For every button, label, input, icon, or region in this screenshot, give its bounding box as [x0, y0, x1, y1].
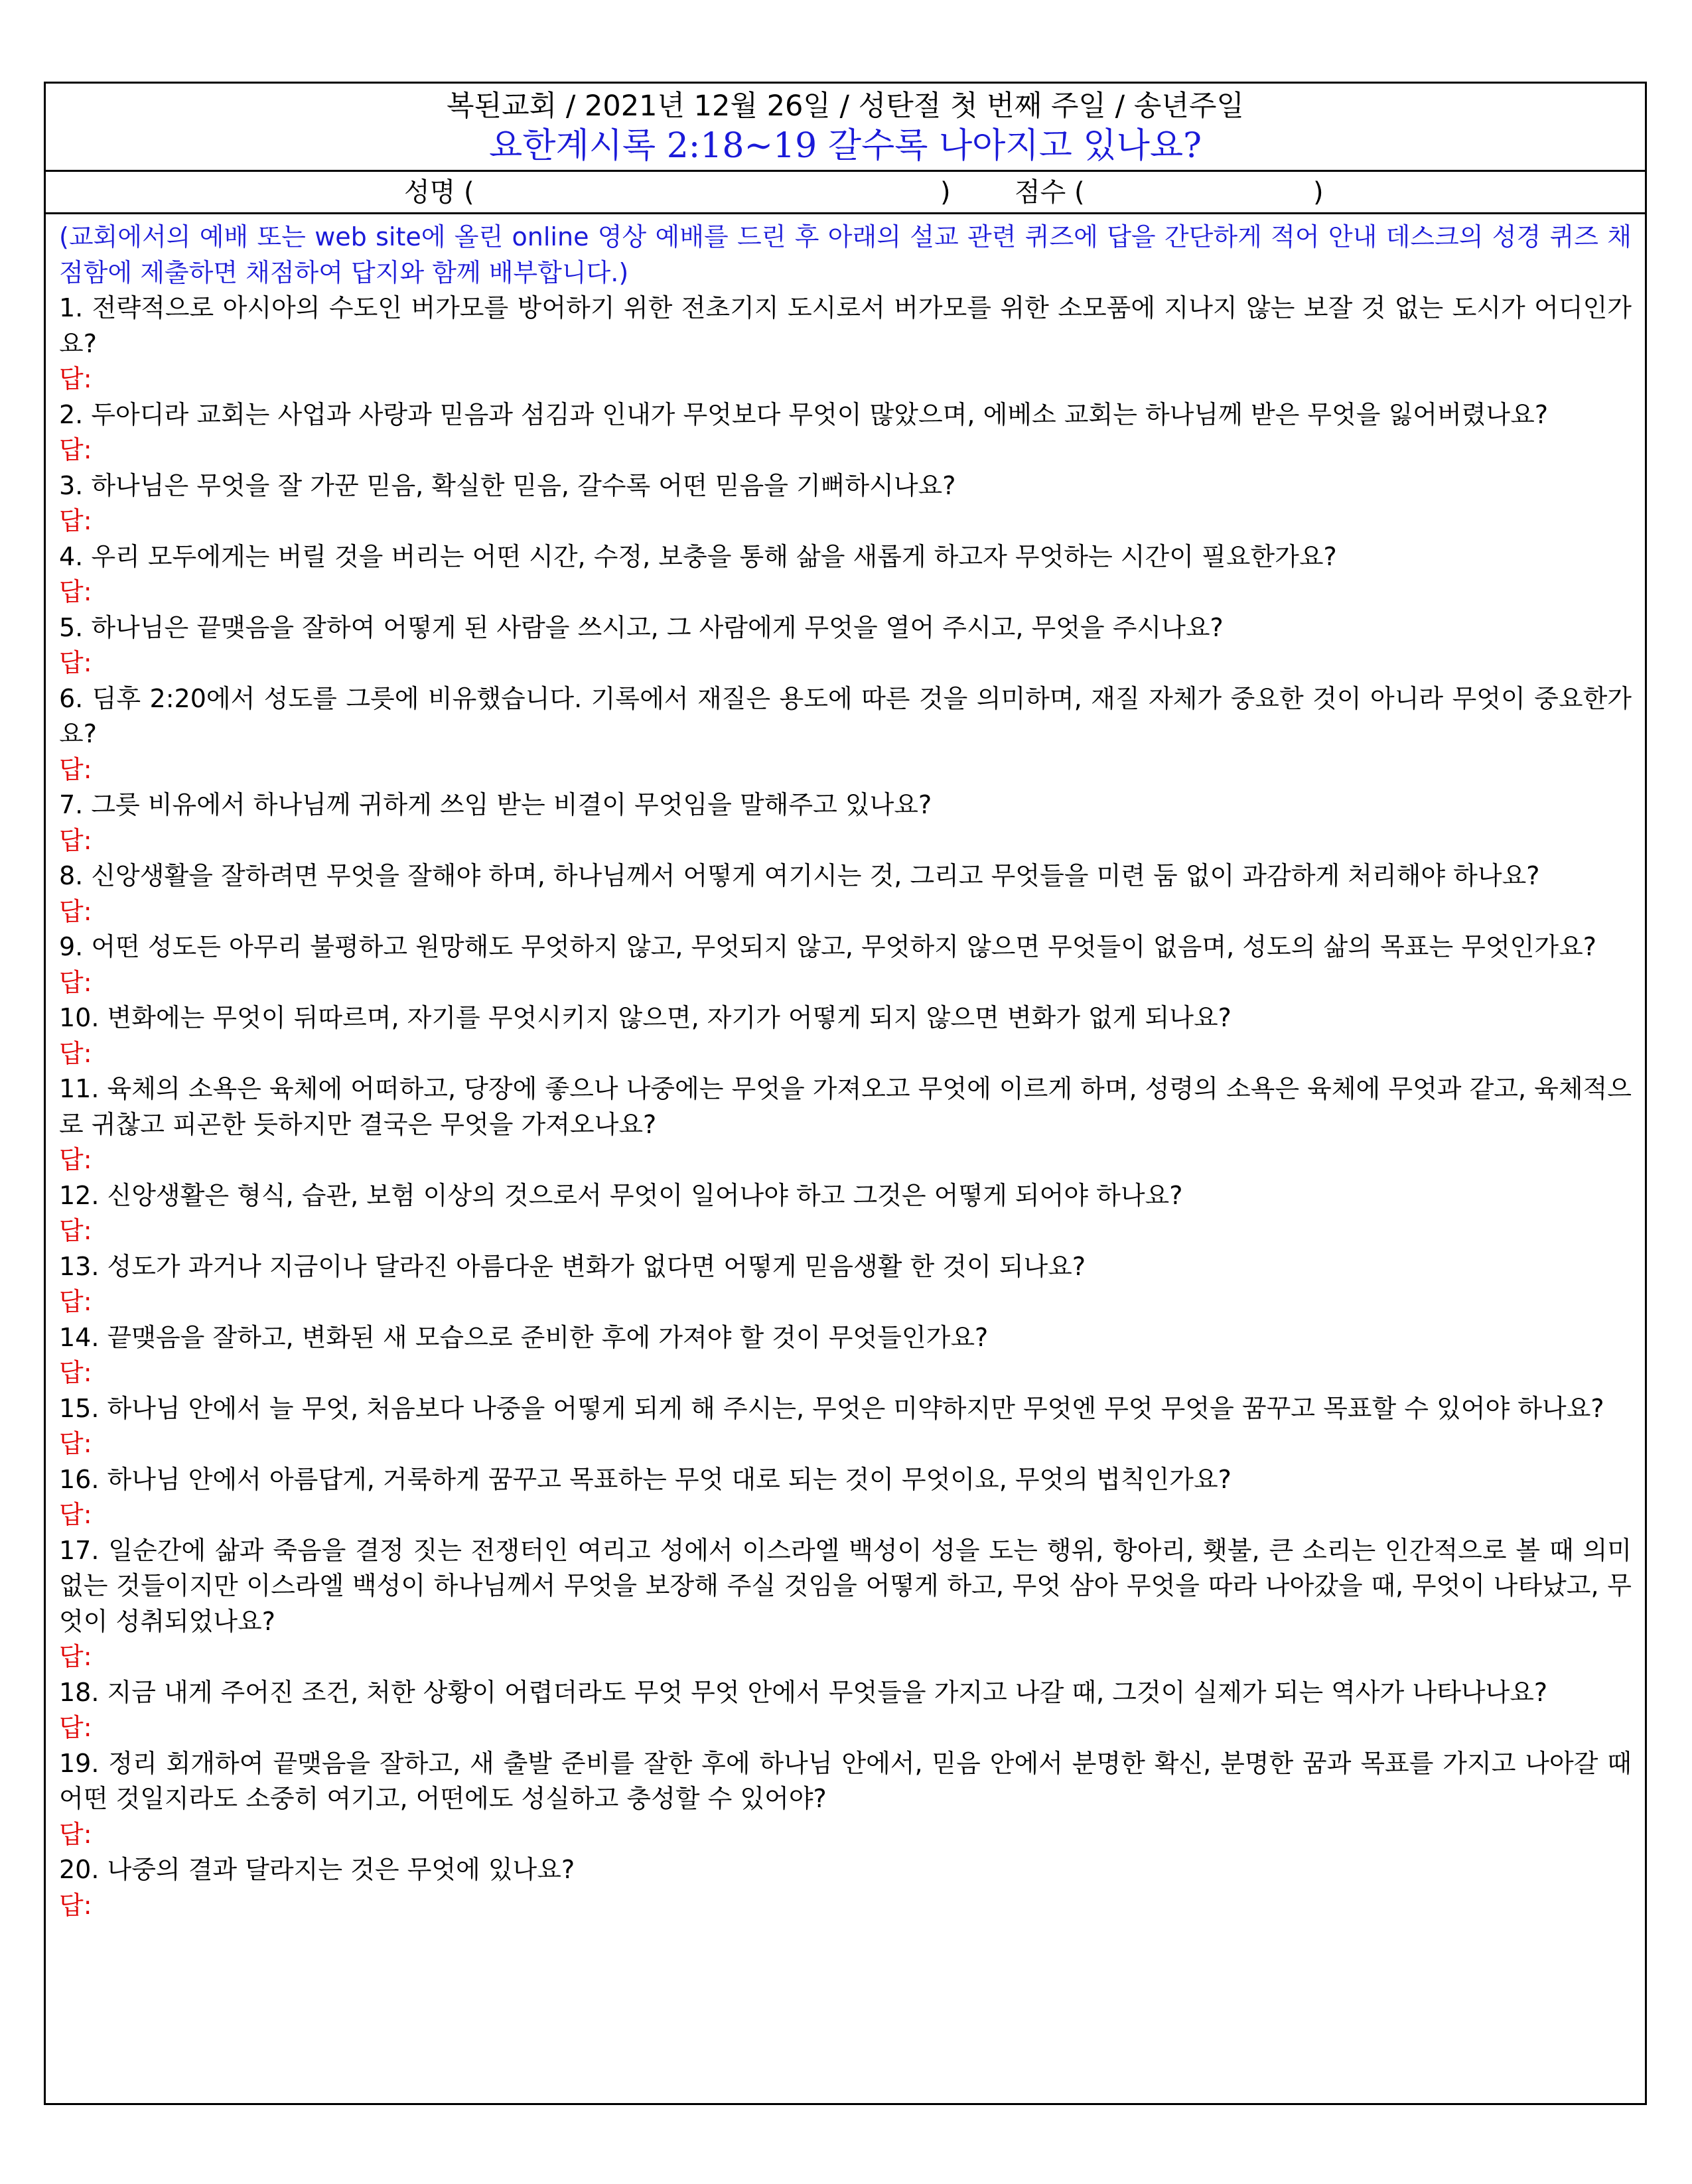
instructions-notice: (교회에서의 예배 또는 web site에 올린 online 영상 예배를 드린 후 아래의 설교 관련 퀴즈에 답을 간단하게 적어 안내 데스크의 성경 퀴즈 채점함에 제출하면 채점하여 답지와 함께 배부합니다.) [59, 222, 1632, 287]
name-close: ) [940, 177, 951, 208]
question-text: 10. 변화에는 무엇이 뒤따르며, 자기를 무엇시키지 않으면, 자기가 어떻게 되지 않으면 변화가 없게 되나요? [59, 1003, 1232, 1032]
question-item [59, 1533, 1632, 1675]
answer-label[interactable]: 답: [59, 1216, 92, 1245]
answer-label[interactable]: 답: [59, 1713, 92, 1742]
question-item [59, 291, 1632, 397]
question-text: 8. 신앙생활을 잘하려면 무엇을 잘해야 하며, 하나님께서 어떻게 여기시는 것, 그리고 무엇들을 미련 둠 없이 과감하게 처리해야 하나요? [59, 861, 1540, 890]
sheet-subtitle: 복된교회 / 2021년 12월 26일 / 성탄절 첫 번째 주일 / 송년주일 [447, 90, 1244, 123]
question-item [59, 787, 1632, 858]
question-text: 7. 그릇 비유에서 하나님께 귀하게 쓰임 받는 비결이 무엇임을 말해주고 있나요? [59, 790, 932, 819]
question-text: 1. 전략적으로 아시아의 수도인 버가모를 방어하기 위한 전초기지 도시로서 버가모를 위한 소모품에 지나지 않는 보잘 것 없는 도시가 어디인가요? [59, 293, 1632, 358]
answer-label[interactable]: 답: [59, 1287, 92, 1316]
name-label: 성명 ( [404, 177, 474, 208]
answer-label[interactable]: 답: [59, 364, 92, 393]
answer-label[interactable]: 답: [59, 435, 92, 464]
question-item [59, 610, 1632, 681]
question-text: 20. 나중의 결과 달라지는 것은 무엇에 있나요? [59, 1855, 575, 1884]
question-text: 11. 육체의 소욕은 육체에 어떠하고, 당장에 좋으나 나중에는 무엇을 가져오고 무엇에 이르게 하며, 성령의 소욕은 육체에 무엇과 같고, 육체적으로 귀찮고 피곤한 듯하지만 결국은 무엇을 가져오나요? [59, 1074, 1632, 1139]
question-text: 16. 하나님 안에서 아름답게, 거룩하게 꿈꾸고 목표하는 무엇 대로 되는 것이 무엇이요, 무엇의 법칙인가요? [59, 1464, 1232, 1494]
answer-label[interactable]: 답: [59, 648, 92, 677]
question-list [59, 291, 1632, 1923]
question-text: 2. 두아디라 교회는 사업과 사랑과 믿음과 섬김과 인내가 무엇보다 무엇이 많았으며, 에베소 교회는 하나님께 받은 무엇을 잃어버렸나요? [59, 399, 1549, 429]
score-label: 점수 ( [1015, 177, 1085, 208]
answer-label[interactable]: 답: [59, 577, 92, 606]
answer-label[interactable]: 답: [59, 754, 92, 784]
answer-label[interactable]: 답: [59, 506, 92, 535]
answer-label[interactable]: 답: [59, 1429, 92, 1458]
answer-label[interactable]: 답: [59, 825, 92, 855]
question-text: 17. 일순간에 삶과 죽음을 결정 짓는 전쟁터인 여리고 성에서 이스라엘 백성이 성을 도는 행위, 항아리, 횃불, 큰 소리는 인간적으로 볼 때 의미 없는 것들이지만 이스라엘 백성이 하나님께서 무엇을 보장해 주실 것임을 어떻게 하고, 무엇 삼아 무엇을 따라 나아갔을 때, 무엇이 나타났고, 무엇이 성취되었나요? [59, 1535, 1632, 1636]
question-item [59, 1675, 1632, 1746]
question-text: 15. 하나님 안에서 늘 무엇, 처음보다 나중을 어떻게 되게 해 주시는, 무엇은 미약하지만 무엇엔 무엇 무엇을 꿈꾸고 목표할 수 있어야 하나요? [59, 1393, 1604, 1423]
score-close: ) [1313, 177, 1324, 208]
question-item [59, 681, 1632, 788]
question-text: 12. 신앙생활은 형식, 습관, 보험 이상의 것으로서 무엇이 일어나야 하고 그것은 어떻게 되어야 하나요? [59, 1180, 1183, 1210]
question-item [59, 1320, 1632, 1391]
question-item [59, 929, 1632, 1000]
question-text: 9. 어떤 성도든 아무리 불평하고 원망해도 무엇하지 않고, 무엇되지 않고, 무엇하지 않으면 무엇들이 없음며, 성도의 삶의 목표는 무엇인가요? [59, 932, 1596, 961]
sheet-title: 요한계시록 2:18~19 갈수록 나아지고 있나요? [489, 126, 1202, 166]
answer-label[interactable]: 답: [59, 1890, 92, 1920]
question-text: 18. 지금 내게 주어진 조건, 처한 상황이 어렵더라도 무엇 무엇 안에서 무엇들을 가지고 나갈 때, 그것이 실제가 되는 역사가 나타나나요? [59, 1677, 1548, 1707]
sheet-header [46, 84, 1645, 172]
question-text: 14. 끝맺음을 잘하고, 변화된 새 모습으로 준비한 후에 가져야 할 것이 무엇들인가요? [59, 1322, 989, 1352]
answer-label[interactable]: 답: [59, 1358, 92, 1387]
question-text: 13. 성도가 과거나 지금이나 달라진 아름다운 변화가 없다면 어떻게 믿음생활 한 것이 되나요? [59, 1251, 1086, 1281]
question-text: 5. 하나님은 끝맺음을 잘하여 어떻게 된 사람을 쓰시고, 그 사람에게 무엇을 열어 주시고, 무엇을 주시나요? [59, 612, 1224, 642]
quiz-body [59, 220, 1632, 1923]
question-item [59, 1071, 1632, 1178]
answer-label[interactable]: 답: [59, 1145, 92, 1174]
answer-label[interactable]: 답: [59, 896, 92, 926]
question-text: 4. 우리 모두에게는 버릴 것을 버리는 어떤 시간, 수정, 보충을 통해 삶을 새롭게 하고자 무엇하는 시간이 필요한가요? [59, 541, 1337, 571]
question-item [59, 468, 1632, 539]
answer-label[interactable]: 답: [59, 1500, 92, 1529]
name-score-row [46, 172, 1645, 214]
answer-label[interactable]: 답: [59, 1819, 92, 1849]
question-item [59, 1178, 1632, 1249]
answer-label[interactable]: 답: [59, 967, 92, 997]
question-item [59, 858, 1632, 929]
question-item [59, 1391, 1632, 1462]
question-item [59, 1746, 1632, 1853]
question-item [59, 1249, 1632, 1320]
question-text: 6. 딤후 2:20에서 성도를 그릇에 비유했습니다. 기록에서 재질은 용도에 따른 것을 의미하며, 재질 자체가 중요한 것이 아니라 무엇이 중요한가요? [59, 683, 1632, 748]
quiz-sheet-frame [44, 82, 1647, 2105]
answer-label[interactable]: 답: [59, 1038, 92, 1068]
question-item [59, 1000, 1632, 1071]
question-item [59, 397, 1632, 468]
question-text: 3. 하나님은 무엇을 잘 가꾼 믿음, 확실한 믿음, 갈수록 어떤 믿음을 기뻐하시나요? [59, 470, 956, 500]
question-text: 19. 정리 회개하여 끝맺음을 잘하고, 새 출발 준비를 잘한 후에 하나님 안에서, 믿음 안에서 분명한 확신, 분명한 꿈과 목표를 가지고 나아갈 때 어떤 것일지라도 소중히 여기고, 어떤에도 성실하고 충성할 수 있어야? [59, 1748, 1632, 1813]
question-item [59, 1852, 1632, 1923]
answer-label[interactable]: 답: [59, 1642, 92, 1671]
question-item [59, 539, 1632, 610]
question-item [59, 1462, 1632, 1533]
